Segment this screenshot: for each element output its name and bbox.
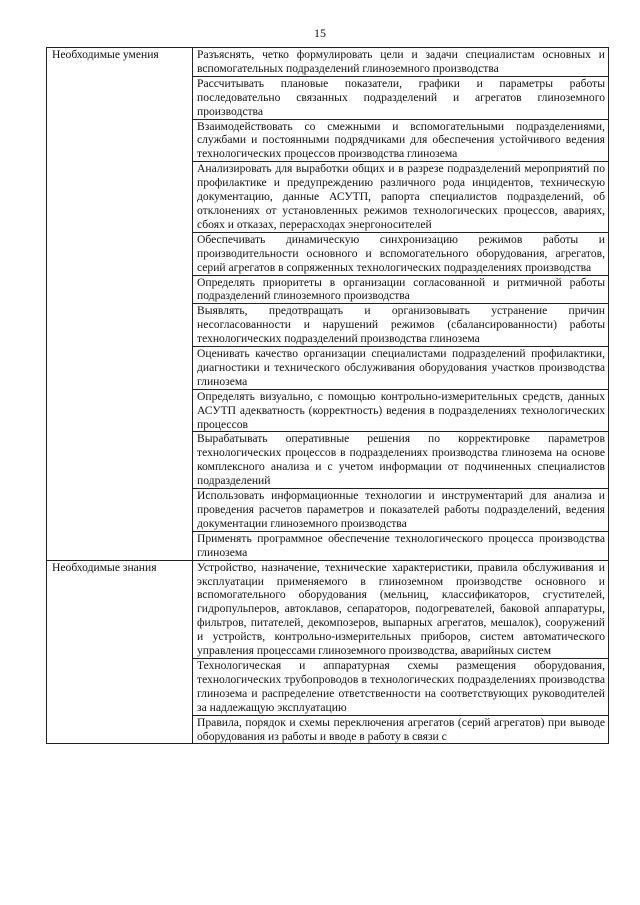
requirement-item: Применять программное обеспечение технологического процесса производства глинозема <box>193 531 609 560</box>
requirement-item: Определять приоритеты в организации согласованной и ритмичной работы подразделений глиноземного производства <box>193 275 609 304</box>
requirement-item: Рассчитывать плановые показатели, графики и параметры работы последовательно связанных подразделений и агрегатов глиноземного производства <box>193 76 609 119</box>
section-label-skills: Необходимые умения <box>47 48 193 561</box>
requirement-item: Технологическая и аппаратурная схемы размещения оборудования, технологических трубопроводов в технологических подразделениях производства глинозема и распределение ответственности на соответствующих руководителей за надлежащую эксплуатацию <box>193 658 609 715</box>
section-label-knowledge: Необходимые знания <box>47 560 193 744</box>
table-row <box>47 560 609 658</box>
page-number: 15 <box>314 26 326 40</box>
requirement-item: Использовать информационные технологии и инструментарий для анализа и проведения расчетов параметров и показателей работы подразделений, ведения документации глиноземного производства <box>193 489 609 532</box>
requirement-item: Анализировать для выработки общих и в разрезе подразделений мероприятий по профилактике и предупреждению различного рода инцидентов, техническую документацию, данные АСУТП, рапорта специалистов подразделений, об отклонениях от установленных режимов технологических процессов, авариях, сбоях и отказах, перерасходах энергоносителей <box>193 162 609 233</box>
requirement-item: Выявлять, предотвращать и организовывать устранение причин несогласованности и нарушений режимов (сбалансированности) работы технологических подразделений производства глинозема <box>193 304 609 347</box>
requirement-item: Разъяснять, четко формулировать цели и задачи специалистам основных и вспомогательных подразделений глиноземного производства <box>193 48 609 77</box>
requirements-table <box>46 47 609 744</box>
requirement-item: Вырабатывать оперативные решения по корректировке параметров технологических процессов в подразделениях производства глинозема на основе комплексного анализа и с учетом информации от подчиненных специалистов подразделений <box>193 432 609 489</box>
requirement-item: Правила, порядок и схемы переключения агрегатов (серий агрегатов) при выводе оборудования из работы и вводе в работу в связи с <box>193 715 609 744</box>
requirement-item: Определять визуально, с помощью контрольно-измерительных средств, данных АСУТП адекватность (корректность) ведения в подразделениях технологических процессов <box>193 389 609 432</box>
requirement-item: Оценивать качество организации специалистами подразделений профилактики, диагностики и технического обслуживания оборудования участков производства глинозема <box>193 347 609 390</box>
table-row <box>47 48 609 77</box>
requirement-item: Обеспечивать динамическую синхронизацию режимов работы и производительности основного и вспомогательного оборудования, агрегатов, серий агрегатов в сопряженных технологических подразделениях производства <box>193 232 609 275</box>
requirement-item: Устройство, назначение, технические характеристики, правила обслуживания и эксплуатации применяемого в глиноземном производстве основного и вспомогательного оборудования (мельниц, классификаторов, сгустителей, гидропульперов, автоклавов, сепараторов, подогревателей, баковой аппаратуры, фильтров, питателей, декомпозеров, выпарных агрегатов, мешалок), сооружений и устройств, контрольно-измерительных приборов, систем автоматического управления процессами глиноземного производства, аварийных систем <box>193 560 609 658</box>
requirement-item: Взаимодействовать со смежными и вспомогательными подразделениями, службами и постоянными подрядчиками для обеспечения устойчивого ведения технологических процессов производства глинозема <box>193 119 609 162</box>
